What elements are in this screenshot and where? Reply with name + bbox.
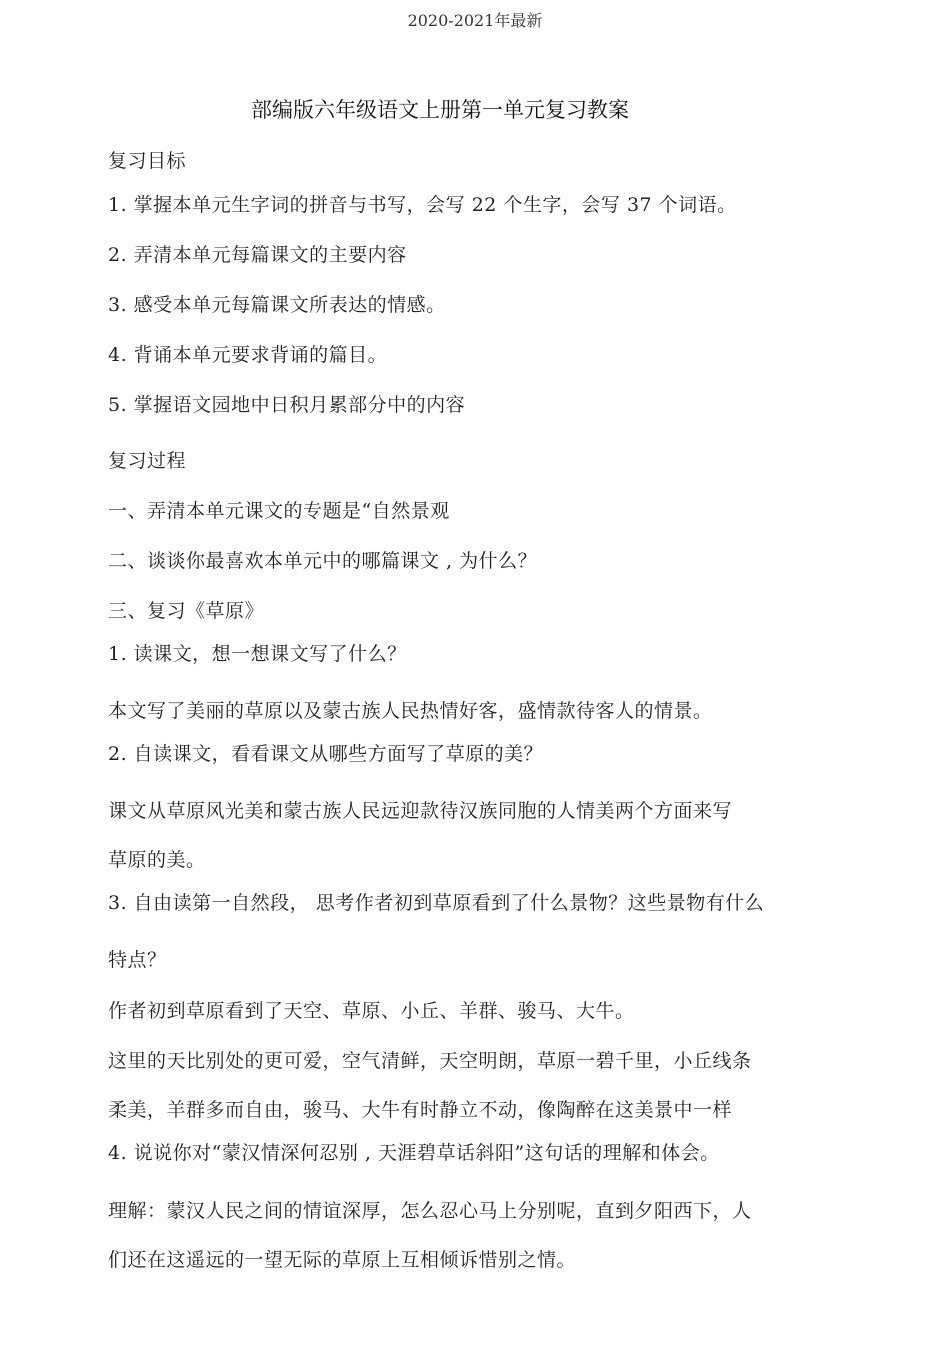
process-step: 一、弄清本单元课文的专题是“自然景观 xyxy=(108,500,450,522)
answer: 这里的天比别处的更可爱，空气清鲜，天空明朗，草原一碧千里，小丘线条 xyxy=(108,1050,752,1072)
question: 3. 自由读第一自然段， 思考作者初到草原看到了什么景物？这些景物有什么 xyxy=(108,892,765,914)
answer: 们还在这遥远的一望无际的草原上互相倾诉惜别之情。 xyxy=(108,1249,577,1271)
goal-item: 5. 掌握语文园地中日积月累部分中的内容 xyxy=(108,394,466,416)
answer: 柔美，羊群多而自由，骏马、大牛有时静立不动，像陶醉在这美景中一样 xyxy=(108,1099,733,1121)
page-header: 2020-2021年最新 xyxy=(407,11,543,30)
question: 1. 读课文，想一想课文写了什么？ xyxy=(108,643,407,665)
answer: 作者初到草原看到了天空、草原、小丘、羊群、骏马、大牛。 xyxy=(108,1000,635,1022)
goal-item: 1. 掌握本单元生字词的拼音与书写，会写 22 个生字，会写 37 个词语。 xyxy=(108,194,737,216)
section-heading-goals: 复习目标 xyxy=(108,150,187,172)
process-step: 二、谈谈你最喜欢本单元中的哪篇课文 , 为什么？ xyxy=(108,550,538,572)
goal-item: 2. 弄清本单元每篇课文的主要内容 xyxy=(108,244,407,266)
question: 4. 说说你对“蒙汉情深何忍别 , 天涯碧草话斜阳”这句话的理解和体会。 xyxy=(108,1142,720,1164)
goal-item: 3. 感受本单元每篇课文所表达的情感。 xyxy=(108,294,446,316)
answer: 课文从草原风光美和蒙古族人民远迎款待汉族同胞的人情美两个方面来写 xyxy=(108,800,733,822)
question: 2. 自读课文，看看课文从哪些方面写了草原的美？ xyxy=(108,743,544,765)
process-step: 三、复习《草原》 xyxy=(108,600,265,622)
document-title: 部编版六年级语文上册第一单元复习教案 xyxy=(251,98,629,122)
answer: 理解：蒙汉人民之间的情谊深厚，怎么忍心马上分别呢，直到夕阳西下，人 xyxy=(108,1200,752,1222)
question: 特点？ xyxy=(108,949,167,971)
answer: 草原的美。 xyxy=(108,849,206,871)
answer: 本文写了美丽的草原以及蒙古族人民热情好客，盛情款待客人的情景。 xyxy=(108,700,713,722)
goal-item: 4. 背诵本单元要求背诵的篇目。 xyxy=(108,344,388,366)
section-heading-process: 复习过程 xyxy=(108,450,187,472)
